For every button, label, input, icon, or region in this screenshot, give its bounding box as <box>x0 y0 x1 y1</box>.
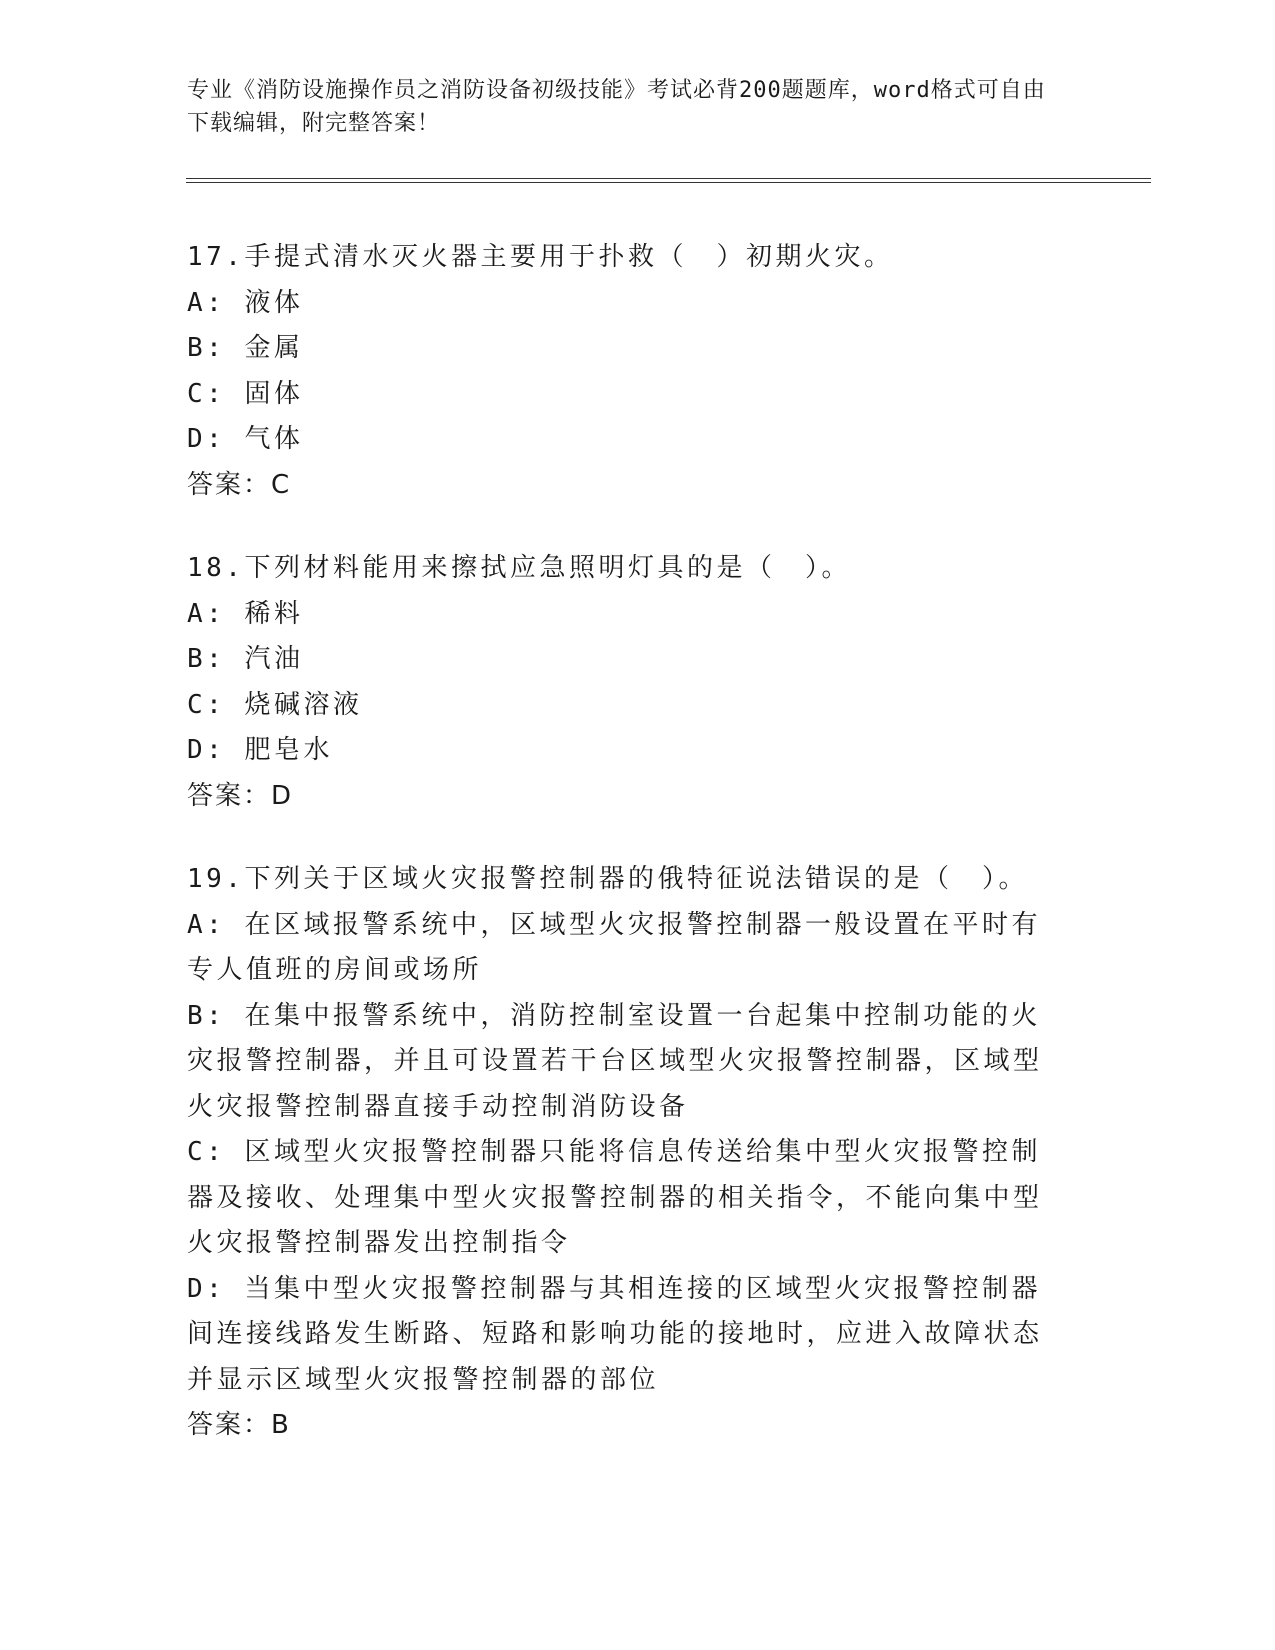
option-d: D: 气体 <box>187 424 304 454</box>
option-a: A: 在区域报警系统中，区域型火灾报警控制器一般设置在平时有专人值班的房间或场所 <box>187 909 1041 985</box>
option-a: A: 液体 <box>187 287 304 318</box>
question-18 <box>187 546 1067 819</box>
option-c: C: 烧碱溶液 <box>187 689 363 720</box>
question-stem: 17.手提式清水灭火器主要用于扑救（ ）初期火灾。 <box>187 242 894 272</box>
question-19 <box>187 857 1067 1449</box>
header-divider <box>186 178 1151 183</box>
question-17 <box>187 235 1067 508</box>
option-c: C: 区域型火灾报警控制器只能将信息传送给集中型火灾报警控制器及接收、处理集中型火灾报警控制器的相关指令，不能向集中型火灾报警控制器发出控制指令 <box>187 1137 1043 1258</box>
question-answer: 答案：D <box>187 780 294 811</box>
question-list <box>187 235 1067 1487</box>
option-d: D: 当集中型火灾报警控制器与其相连接的区域型火灾报警控制器间连接线路发生断路、短路和影响功能的接地时，应进入故障状态并显示区域型火灾报警控制器的部位 <box>187 1273 1043 1395</box>
document-header-text: 专业《消防设施操作员之消防设备初级技能》考试必背200题题库，word格式可自由下载编辑，附完整答案！ <box>187 78 1046 136</box>
option-b: B: 汽油 <box>187 644 304 674</box>
option-c: C: 固体 <box>187 378 304 409</box>
question-answer: 答案：C <box>187 469 292 500</box>
question-answer: 答案：B <box>187 1410 291 1440</box>
option-a: A: 稀料 <box>187 598 304 629</box>
question-stem: 18.下列材料能用来擦拭应急照明灯具的是（ ）。 <box>187 553 851 583</box>
question-stem: 19.下列关于区域火灾报警控制器的俄特征说法错误的是（ ）。 <box>187 864 1028 894</box>
option-b: B: 在集中报警系统中，消防控制室设置一台起集中控制功能的火灾报警控制器，并且可设置若干台区域型火灾报警控制器，区域型火灾报警控制器直接手动控制消防设备 <box>187 1000 1043 1122</box>
option-b: B: 金属 <box>187 333 304 363</box>
option-d: D: 肥皂水 <box>187 735 333 765</box>
